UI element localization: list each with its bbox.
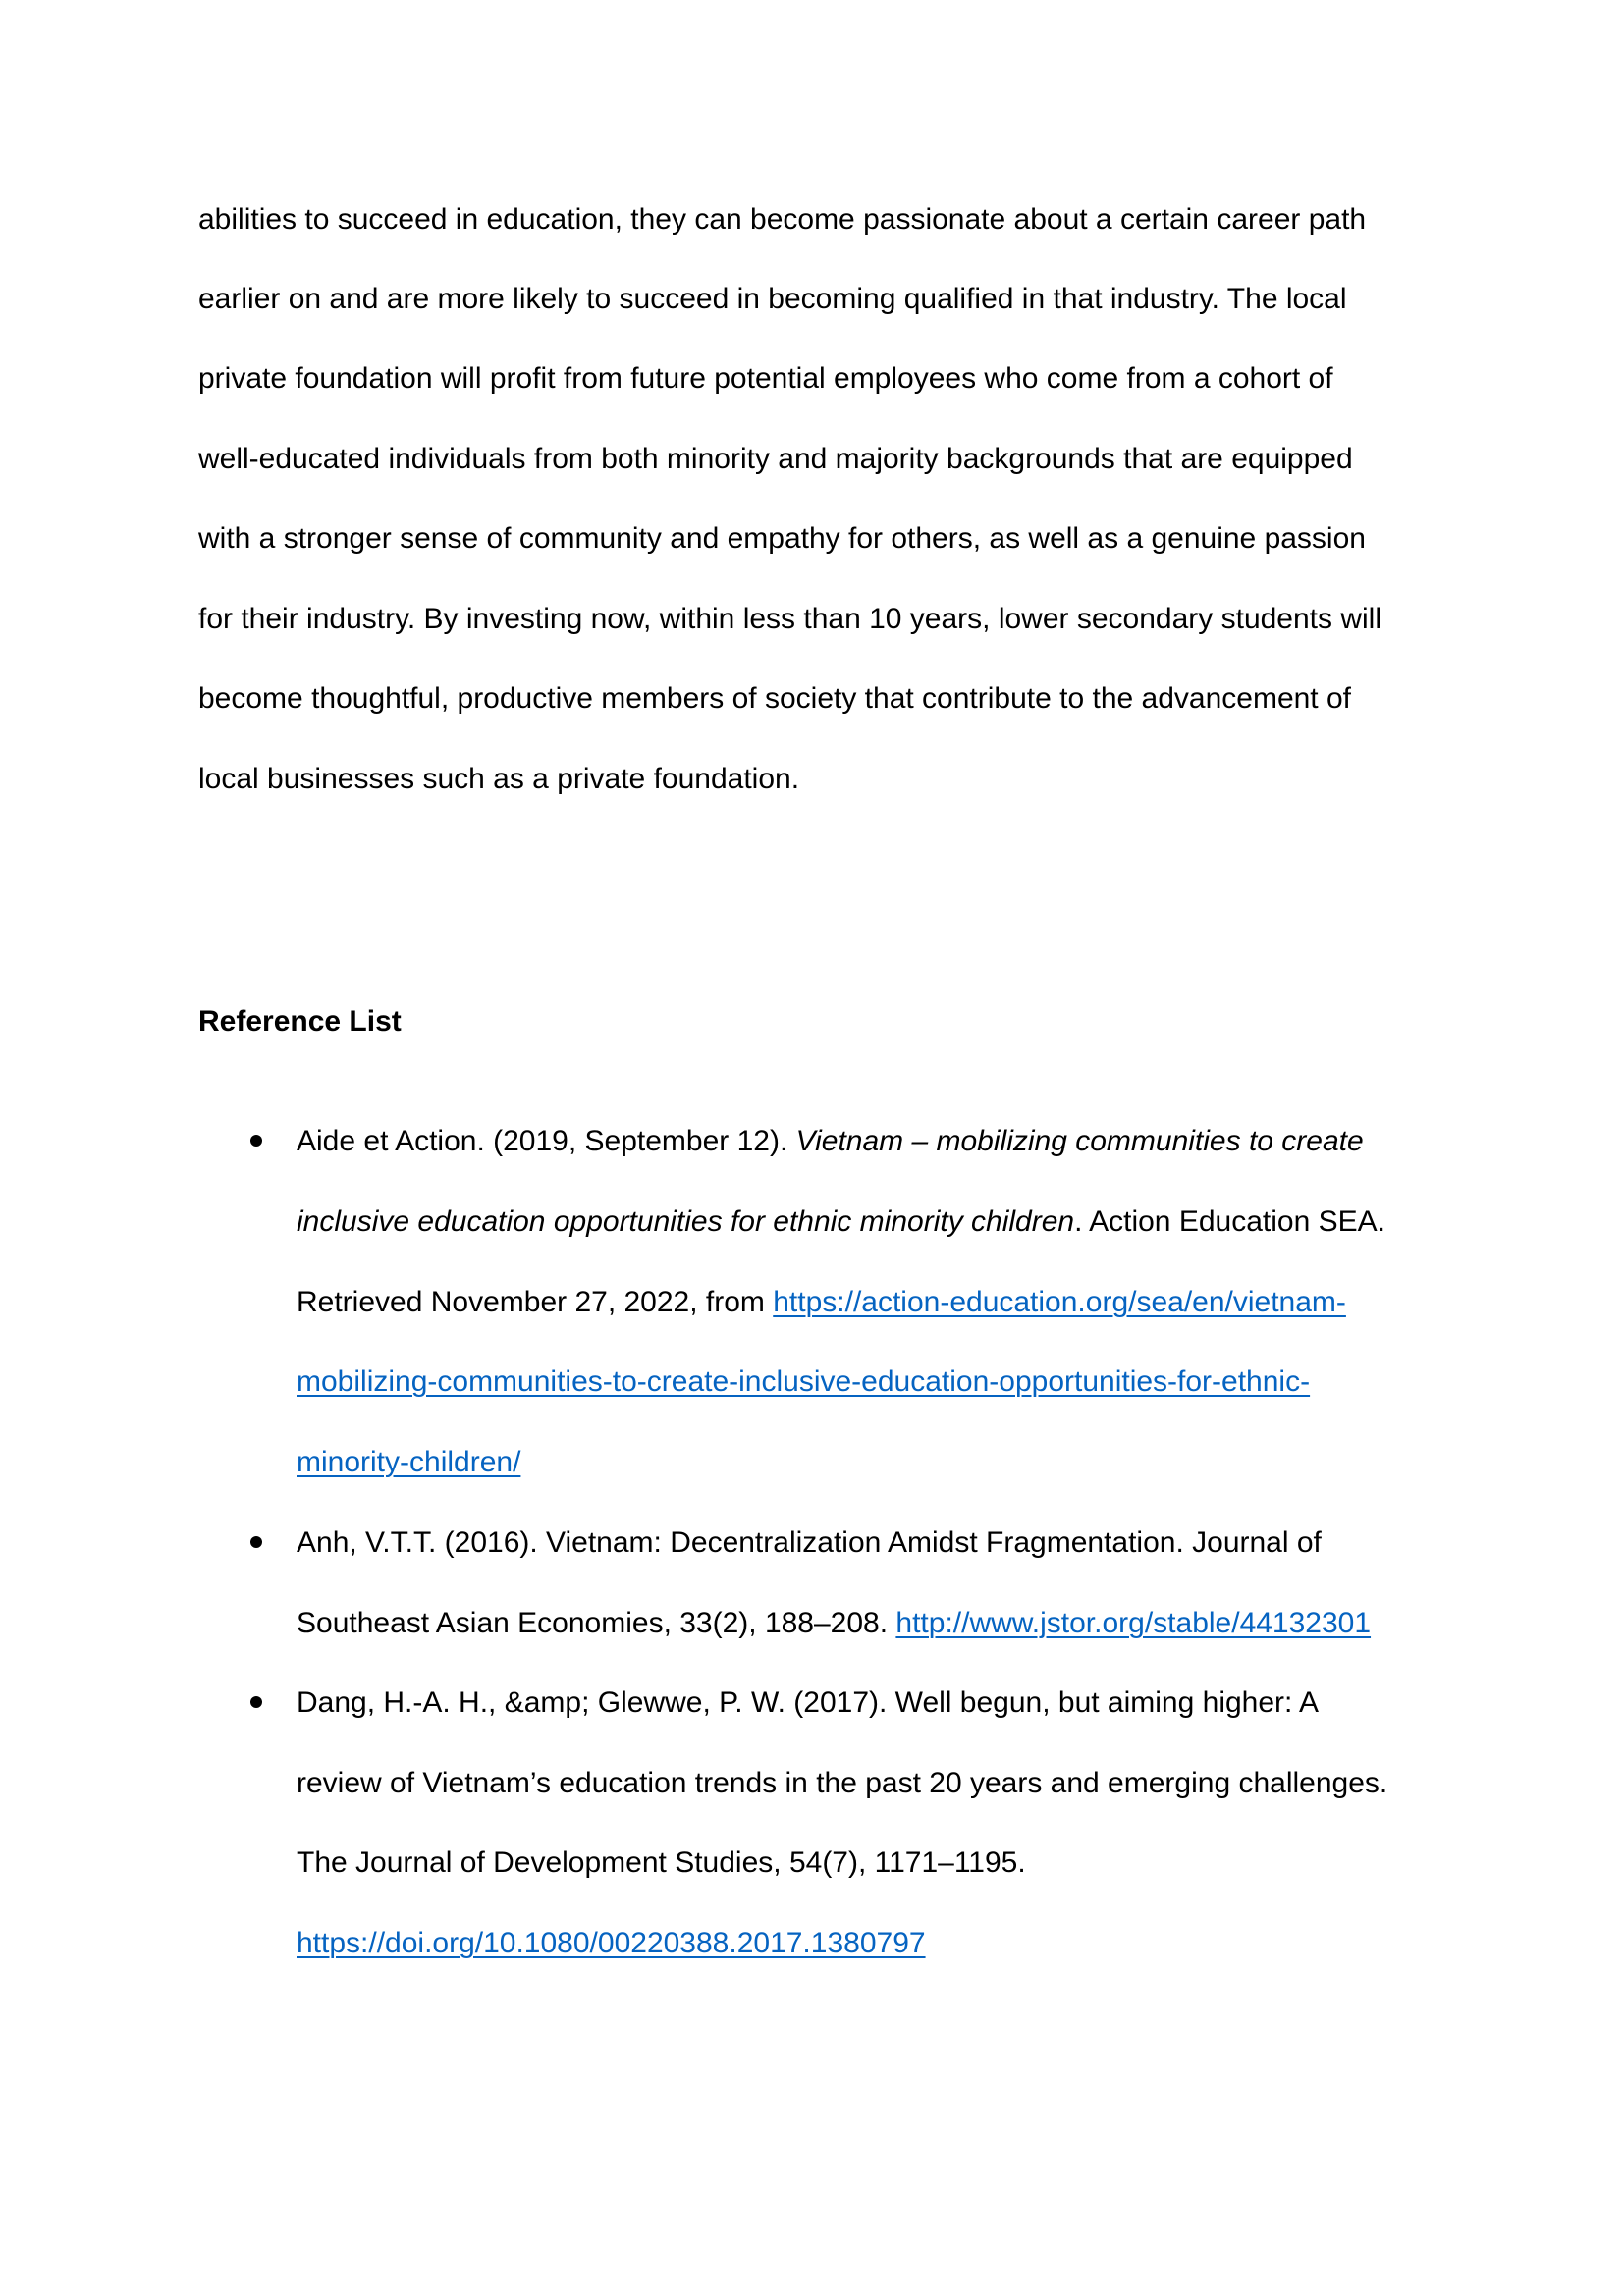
reference-link[interactable]: https://action-education.org/sea/en/vietnam- — [773, 1286, 1346, 1318]
reference-line — [297, 1122, 1364, 1161]
bullet-icon — [250, 1696, 262, 1708]
paragraph-line: local businesses such as a private foundation. — [198, 763, 800, 795]
paragraph-line: for their industry. By investing now, within less than 10 years, lower secondary students will — [198, 603, 1382, 635]
reference-line — [297, 1362, 1310, 1402]
paragraph-line: earlier on and are more likely to succeed in becoming qualified in that industry. The local — [198, 283, 1347, 315]
reference-link[interactable]: http://www.jstor.org/stable/44132301 — [895, 1607, 1372, 1639]
reference-text: Southeast Asian Economies, 33(2), 188–208. — [297, 1607, 896, 1639]
reference-link[interactable]: mobilizing-communities-to-create-inclusive-education-opportunities-for-ethnic- — [297, 1365, 1311, 1398]
paragraph-line: well-educated individuals from both minority and majority backgrounds that are equipped — [198, 443, 1353, 475]
reference-line — [297, 1604, 1371, 1643]
reference-link[interactable]: https://doi.org/10.1080/00220388.2017.1380797 — [297, 1927, 926, 1959]
paragraph-line: become thoughtful, productive members of society that contribute to the advancement of — [198, 682, 1351, 715]
reference-title: inclusive education opportunities for ethnic minority children — [297, 1205, 1075, 1238]
bullet-icon — [250, 1135, 262, 1147]
paragraph-line: abilities to succeed in education, they can become passionate about a certain career path — [198, 203, 1367, 236]
reference-text: . Action Education SEA. — [1074, 1205, 1385, 1238]
reference-line — [297, 1764, 1387, 1803]
reference-text: Retrieved November 27, 2022, from — [297, 1286, 774, 1318]
reference-line — [297, 1683, 1319, 1723]
reference-title: Vietnam – mobilizing communities to create — [795, 1125, 1364, 1157]
reference-list-heading: Reference List — [198, 1005, 402, 1038]
reference-text: Aide et Action. (2019, September 12). — [297, 1125, 796, 1157]
reference-line — [297, 1924, 926, 1963]
reference-text: Anh, V.T.T. (2016). Vietnam: Decentralization Amidst Fragmentation. Journal of — [297, 1526, 1322, 1559]
reference-text: Dang, H.-A. H., &amp; Glewwe, P. W. (2017). Well begun, but aiming higher: A — [297, 1686, 1320, 1719]
reference-line — [297, 1202, 1385, 1242]
reference-text: review of Vietnam’s education trends in the past 20 years and emerging challenges. — [297, 1767, 1388, 1799]
reference-link[interactable]: minority-children/ — [297, 1446, 521, 1478]
paragraph-line: with a stronger sense of community and empathy for others, as well as a genuine passion — [198, 522, 1366, 555]
reference-line — [297, 1843, 1026, 1883]
reference-line — [297, 1523, 1322, 1563]
reference-line — [297, 1443, 520, 1482]
reference-text: The Journal of Development Studies, 54(7), 1171–1195. — [297, 1846, 1026, 1879]
bullet-icon — [250, 1536, 262, 1548]
paragraph-line: private foundation will profit from future potential employees who come from a cohort of — [198, 362, 1333, 395]
reference-line — [297, 1283, 1346, 1322]
